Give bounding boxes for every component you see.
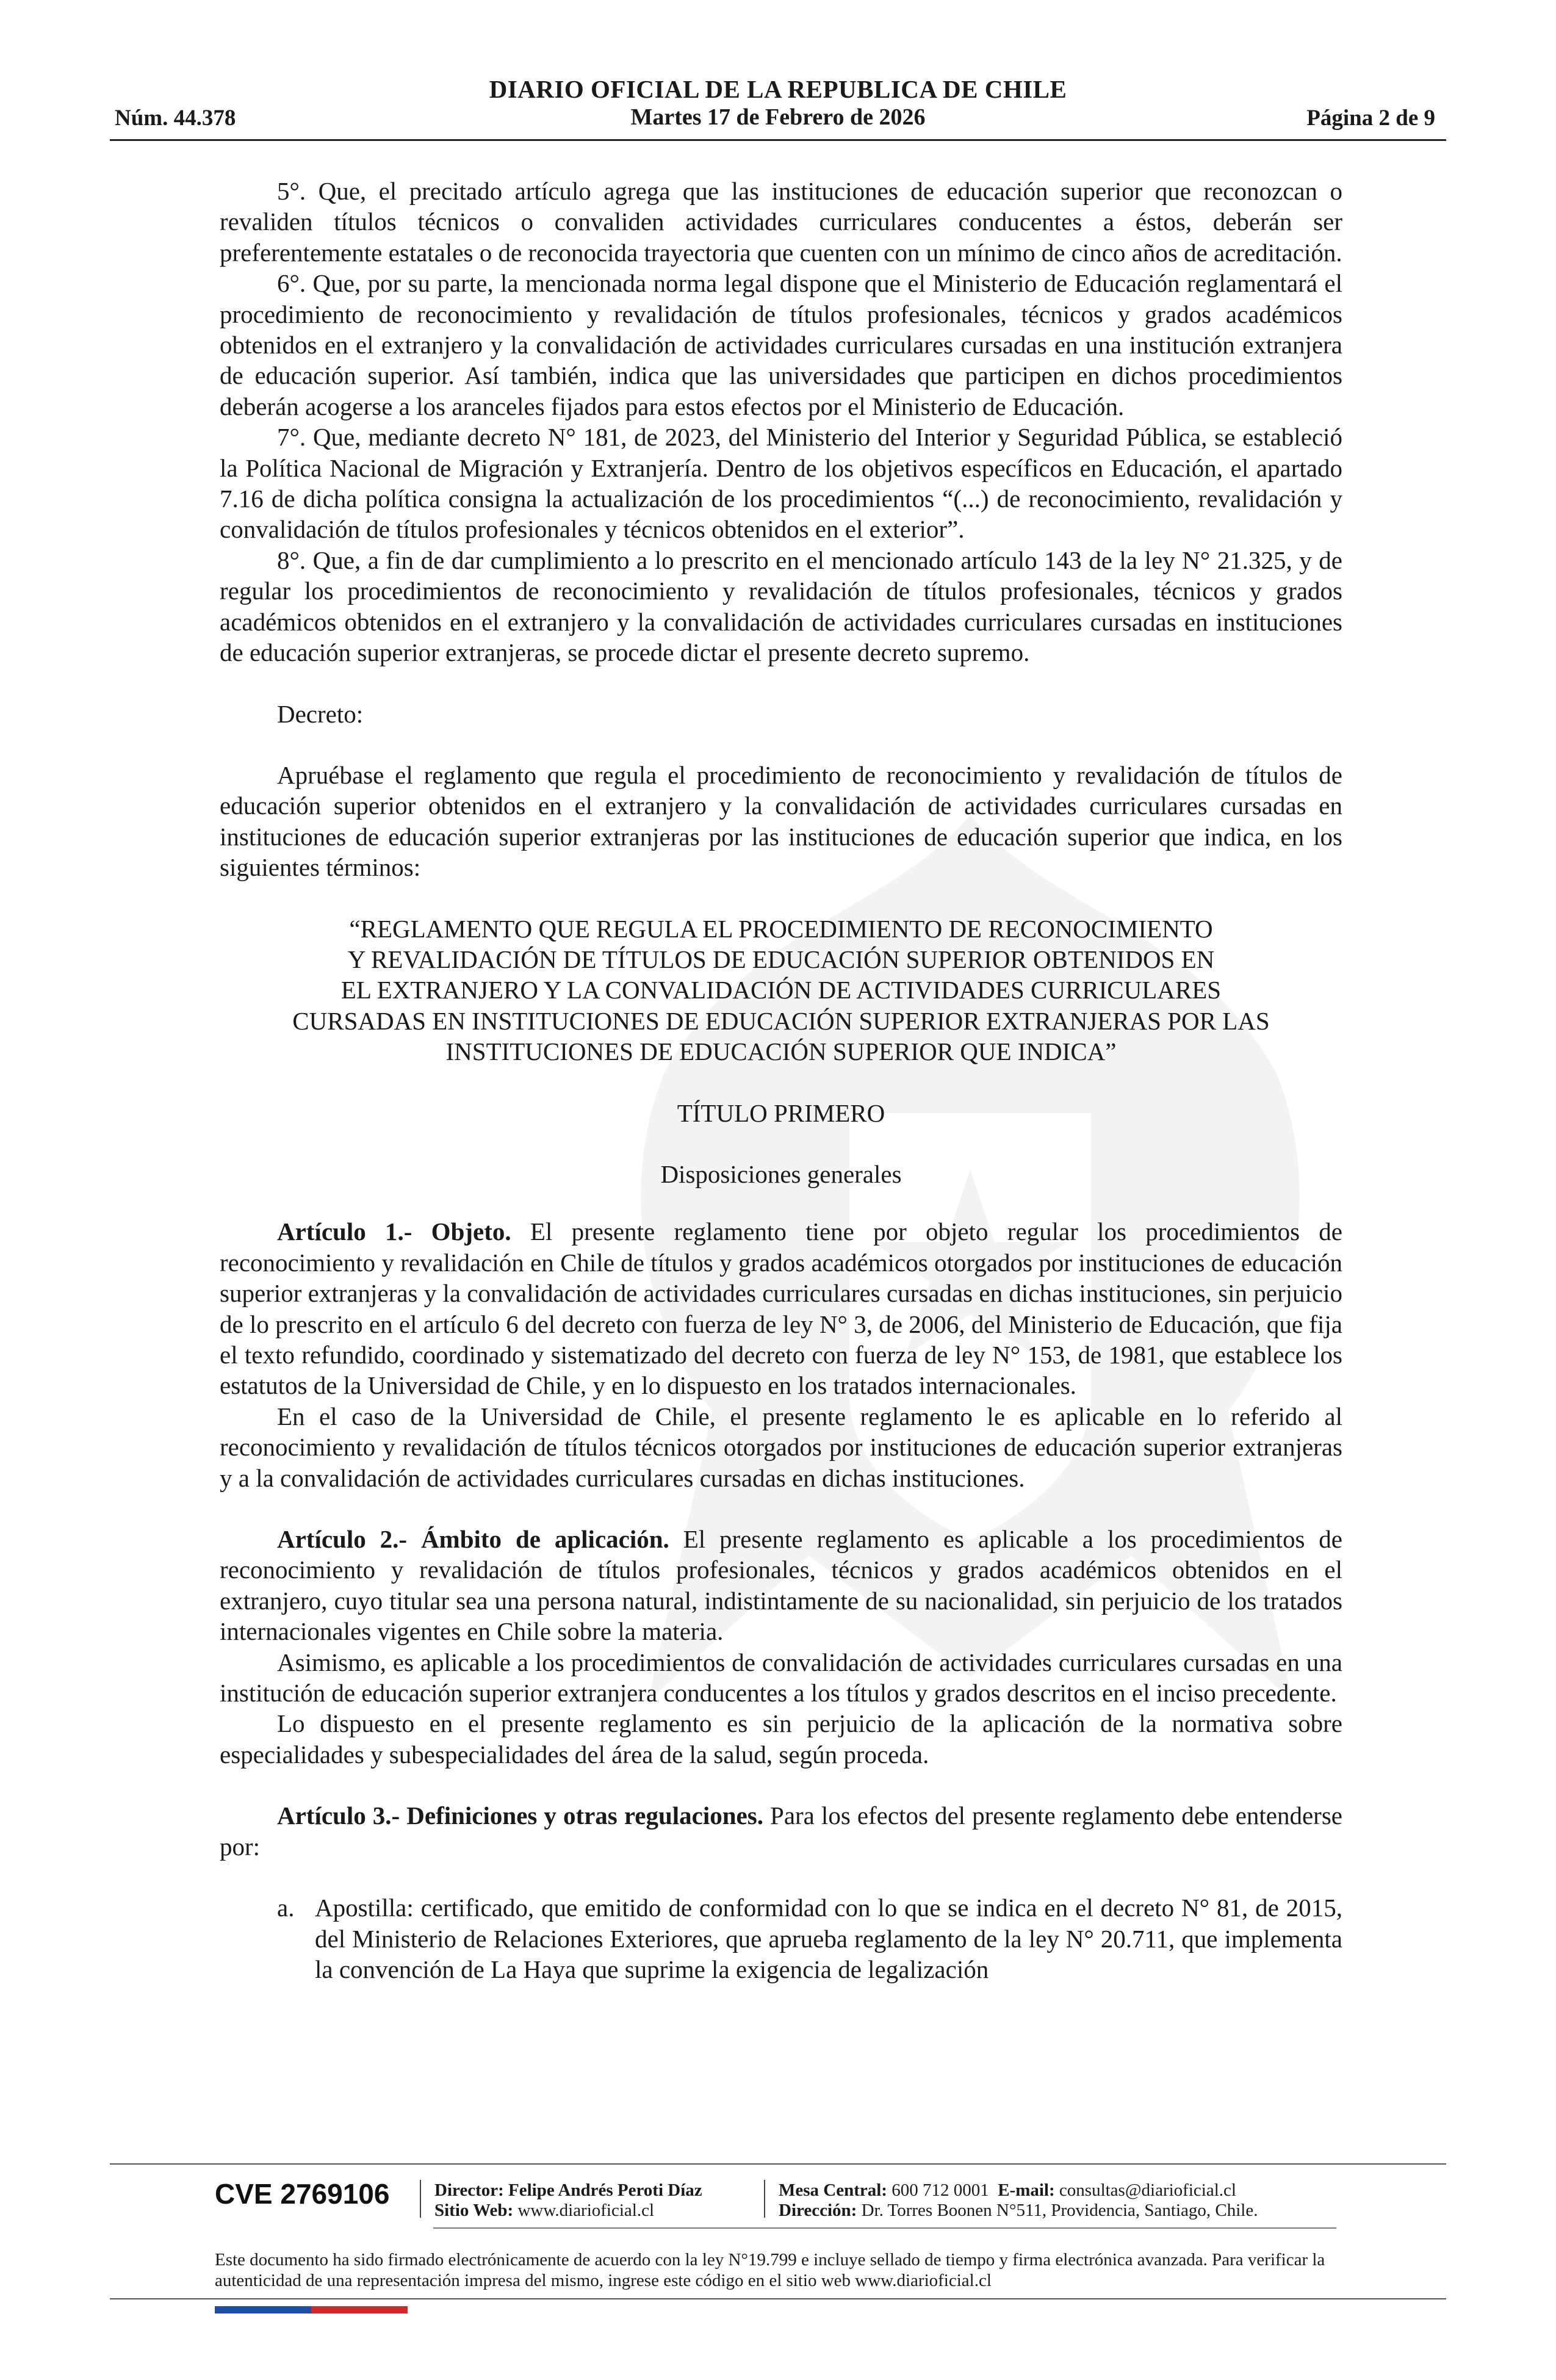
website-link[interactable]: www.diarioficial.cl (517, 2201, 655, 2220)
article-2-heading: Artículo 2.- Ámbito de aplicación. (277, 1525, 669, 1554)
article-3-text: Para los efectos del presente reglamento debe entenderse por: (220, 1801, 1342, 1861)
reglamento-title (220, 914, 1342, 1067)
director-name: Felipe Andrés Peroti Díaz (508, 2180, 702, 2200)
flag-color-bar (215, 2306, 408, 2313)
director-label: Director: (434, 2180, 504, 2200)
reglamento-title-line: Y REVALIDACIÓN DE TÍTULOS DE EDUCACIÓN SUPERIOR OBTENIDOS EN (347, 945, 1215, 973)
website-label: Sitio Web: (434, 2201, 514, 2220)
list-item (220, 1892, 1342, 1985)
paragraph-8: 8°. Que, a fin de dar cumplimiento a lo prescrito en el mencionado artículo 143 de la ley N° 21.325, y de regular los procedimientos de reconocimiento y revalidación de títulos profesionales, técnicos y grados académicos obtenidos en el extranjero y la convalidación de actividades curriculares cursadas en instituciones de educación superior extranjeras, se procede dictar el presente decreto supremo. (220, 546, 1342, 667)
reglamento-title-line: CURSADAS EN INSTITUCIONES DE EDUCACIÓN SUPERIOR EXTRANJERAS POR LAS (292, 1006, 1270, 1035)
article-1-text: El presente reglamento tiene por objeto regular los procedimientos de reconocimiento y revalidación en Chile de títulos y grados académicos otorgados por instituciones de educación superior extranjeras y la convalidación de actividades curriculares cursadas en dichas instituciones, sin perjuicio de lo prescrito en el artículo 6 del decreto con fuerza de ley N° 3, de 2006, del Ministerio de Educación, que fija el texto refundido, coordinado y sistematizado del decreto con fuerza de ley N° 153, de 1981, que establece los estatutos de la Universidad de Chile, y en lo dispuesto en los tratados internacionales. (220, 1217, 1342, 1400)
article-2-paragraph-3: Lo dispuesto en el presente reglamento es sin perjuicio de la aplicación de la normativa sobre especialidades y subespecialidades del área de la salud, según proceda. (220, 1709, 1342, 1769)
article-3-heading: Artículo 3.- Definiciones y otras regulaciones. (277, 1801, 763, 1830)
flag-red-stripe (311, 2306, 408, 2313)
list-item-text: Apostilla: certificado, que emitido de conformidad con lo que se indica en el decreto N° 81, de 2015, del Ministerio de Relaciones Exteriores, que aprueba reglamento de la ley N° 20.711, que implementa la convención de La Haya que suprime la exigencia de legalización (315, 1894, 1342, 1983)
issue-date: Martes 17 de Febrero de 2026 (630, 104, 926, 130)
footer-contact-block (779, 2180, 1258, 2221)
footer-separator (764, 2180, 765, 2218)
flag-blue-stripe (215, 2306, 311, 2313)
reglamento-title-line: “REGLAMENTO QUE REGULA EL PROCEDIMIENTO DE RECONOCIMIENTO (349, 914, 1213, 943)
paragraph-5: 5°. Que, el precitado artículo agrega que las instituciones de educación superior que reconozcan o revaliden títulos técnicos o convaliden actividades curriculares conducentes a éstos, deberán ser preferentemente estatales o de reconocida trayectoria que cuenten con un mínimo de cinco años de acreditación. (220, 177, 1342, 267)
issue-number: Núm. 44.378 (115, 106, 236, 131)
paragraph-7: 7°. Que, mediante decreto N° 181, de 2023, del Ministerio del Interior y Seguridad Pública, se estableció la Política Nacional de Migración y Extranjería. Dentro de los objetivos específicos en Educación, el apartado 7.16 de dicha política consigna la actualización de los procedimientos “(...) de reconocimiento, revalidación y convalidación de títulos profesionales y técnicos obtenidos en el exterior”. (220, 423, 1342, 544)
page-indicator: Página 2 de 9 (1306, 106, 1435, 131)
article-2 (220, 1524, 1342, 1647)
paragraph-6: 6°. Que, por su parte, la mencionada norma legal dispone que el Ministerio de Educación reglamentará el procedimiento de reconocimiento y revalidación de títulos profesionales, técnicos y grados académicos obtenidos en el extranjero y la convalidación de actividades curriculares cursadas en una institución extranjera de educación superior. Así también, indica que las universidades que participen en dichos procedimientos deberán acogerse a los aranceles fijados para estos efectos por el Ministerio de Educación. (220, 269, 1342, 420)
article-1 (220, 1216, 1342, 1401)
footer-director-block (434, 2180, 702, 2221)
article-2-text: El presente reglamento es aplicable a los procedimientos de reconocimiento y revalidación de títulos profesionales, técnicos y grados académicos obtenidos en el extranjero, cuyo titular sea una persona natural, indistintamente de su nacionalidad, sin perjuicio de los tratados internacionales vigentes en Chile sobre la materia. (220, 1525, 1342, 1646)
address-label: Dirección: (779, 2201, 857, 2220)
footer-separator (420, 2180, 421, 2218)
titulo-subheading: Disposiciones generales (660, 1159, 902, 1188)
titulo-heading: TÍTULO PRIMERO (677, 1098, 885, 1127)
footer-divider-middle (433, 2227, 1336, 2229)
apruebase-paragraph: Apruébase el reglamento que regula el procedimiento de reconocimiento y revalidación de títulos de educación superior obtenidos en el extranjero y la convalidación de actividades curriculares cursadas en instituciones de educación superior extranjeras por las instituciones de educación superior que indica, en los siguientes términos: (220, 760, 1342, 882)
article-1-paragraph-2: En el caso de la Universidad de Chile, el presente reglamento le es aplicable en lo referido al reconocimiento y revalidación de títulos técnicos otorgados por instituciones de educación superior extranjeras y a la convalidación de actividades curriculares cursadas en dichas instituciones. (220, 1402, 1342, 1492)
cve-code: CVE 2769106 (215, 2178, 390, 2210)
mesa-central-label: Mesa Central: (779, 2180, 887, 2200)
digital-signature-note: Este documento ha sido firmado electrónicamente de acuerdo con la ley N°19.799 e incluye sellado de tiempo y firma electrónica avanzada. Para verificar la autenticidad de una representación impresa del mismo, ingrese este código en el sitio web www.diarioficial.cl (215, 2250, 1325, 2290)
reglamento-title-line: EL EXTRANJERO Y LA CONVALIDACIÓN DE ACTIVIDADES CURRICULARES (340, 976, 1222, 1004)
article-3 (220, 1800, 1342, 1862)
decreto-label: Decreto: (277, 699, 364, 728)
list-item-label: a. (277, 1894, 295, 1922)
article-2-paragraph-2: Asimismo, es aplicable a los procedimientos de convalidación de actividades curriculares cursadas en una institución de educación superior extranjera conducentes a los títulos y grados descritos en el inciso precedente. (220, 1648, 1342, 1707)
newspaper-title: DIARIO OFICIAL DE LA REPUBLICA DE CHILE (489, 75, 1067, 103)
mesa-central-phone: 600 712 0001 (891, 2180, 989, 2200)
footer-divider-top (110, 2163, 1446, 2165)
email-label: E-mail: (998, 2180, 1055, 2200)
footer-divider-bottom (110, 2298, 1446, 2299)
reglamento-title-line: INSTITUCIONES DE EDUCACIÓN SUPERIOR QUE INDICA” (445, 1037, 1117, 1066)
document-body (220, 176, 1342, 1985)
address-value: Dr. Torres Boonen N°511, Providencia, Santiago, Chile. (861, 2201, 1258, 2220)
email-link[interactable]: consultas@diarioficial.cl (1059, 2180, 1236, 2200)
article-1-heading: Artículo 1.- Objeto. (277, 1217, 511, 1246)
header-divider (110, 139, 1446, 141)
